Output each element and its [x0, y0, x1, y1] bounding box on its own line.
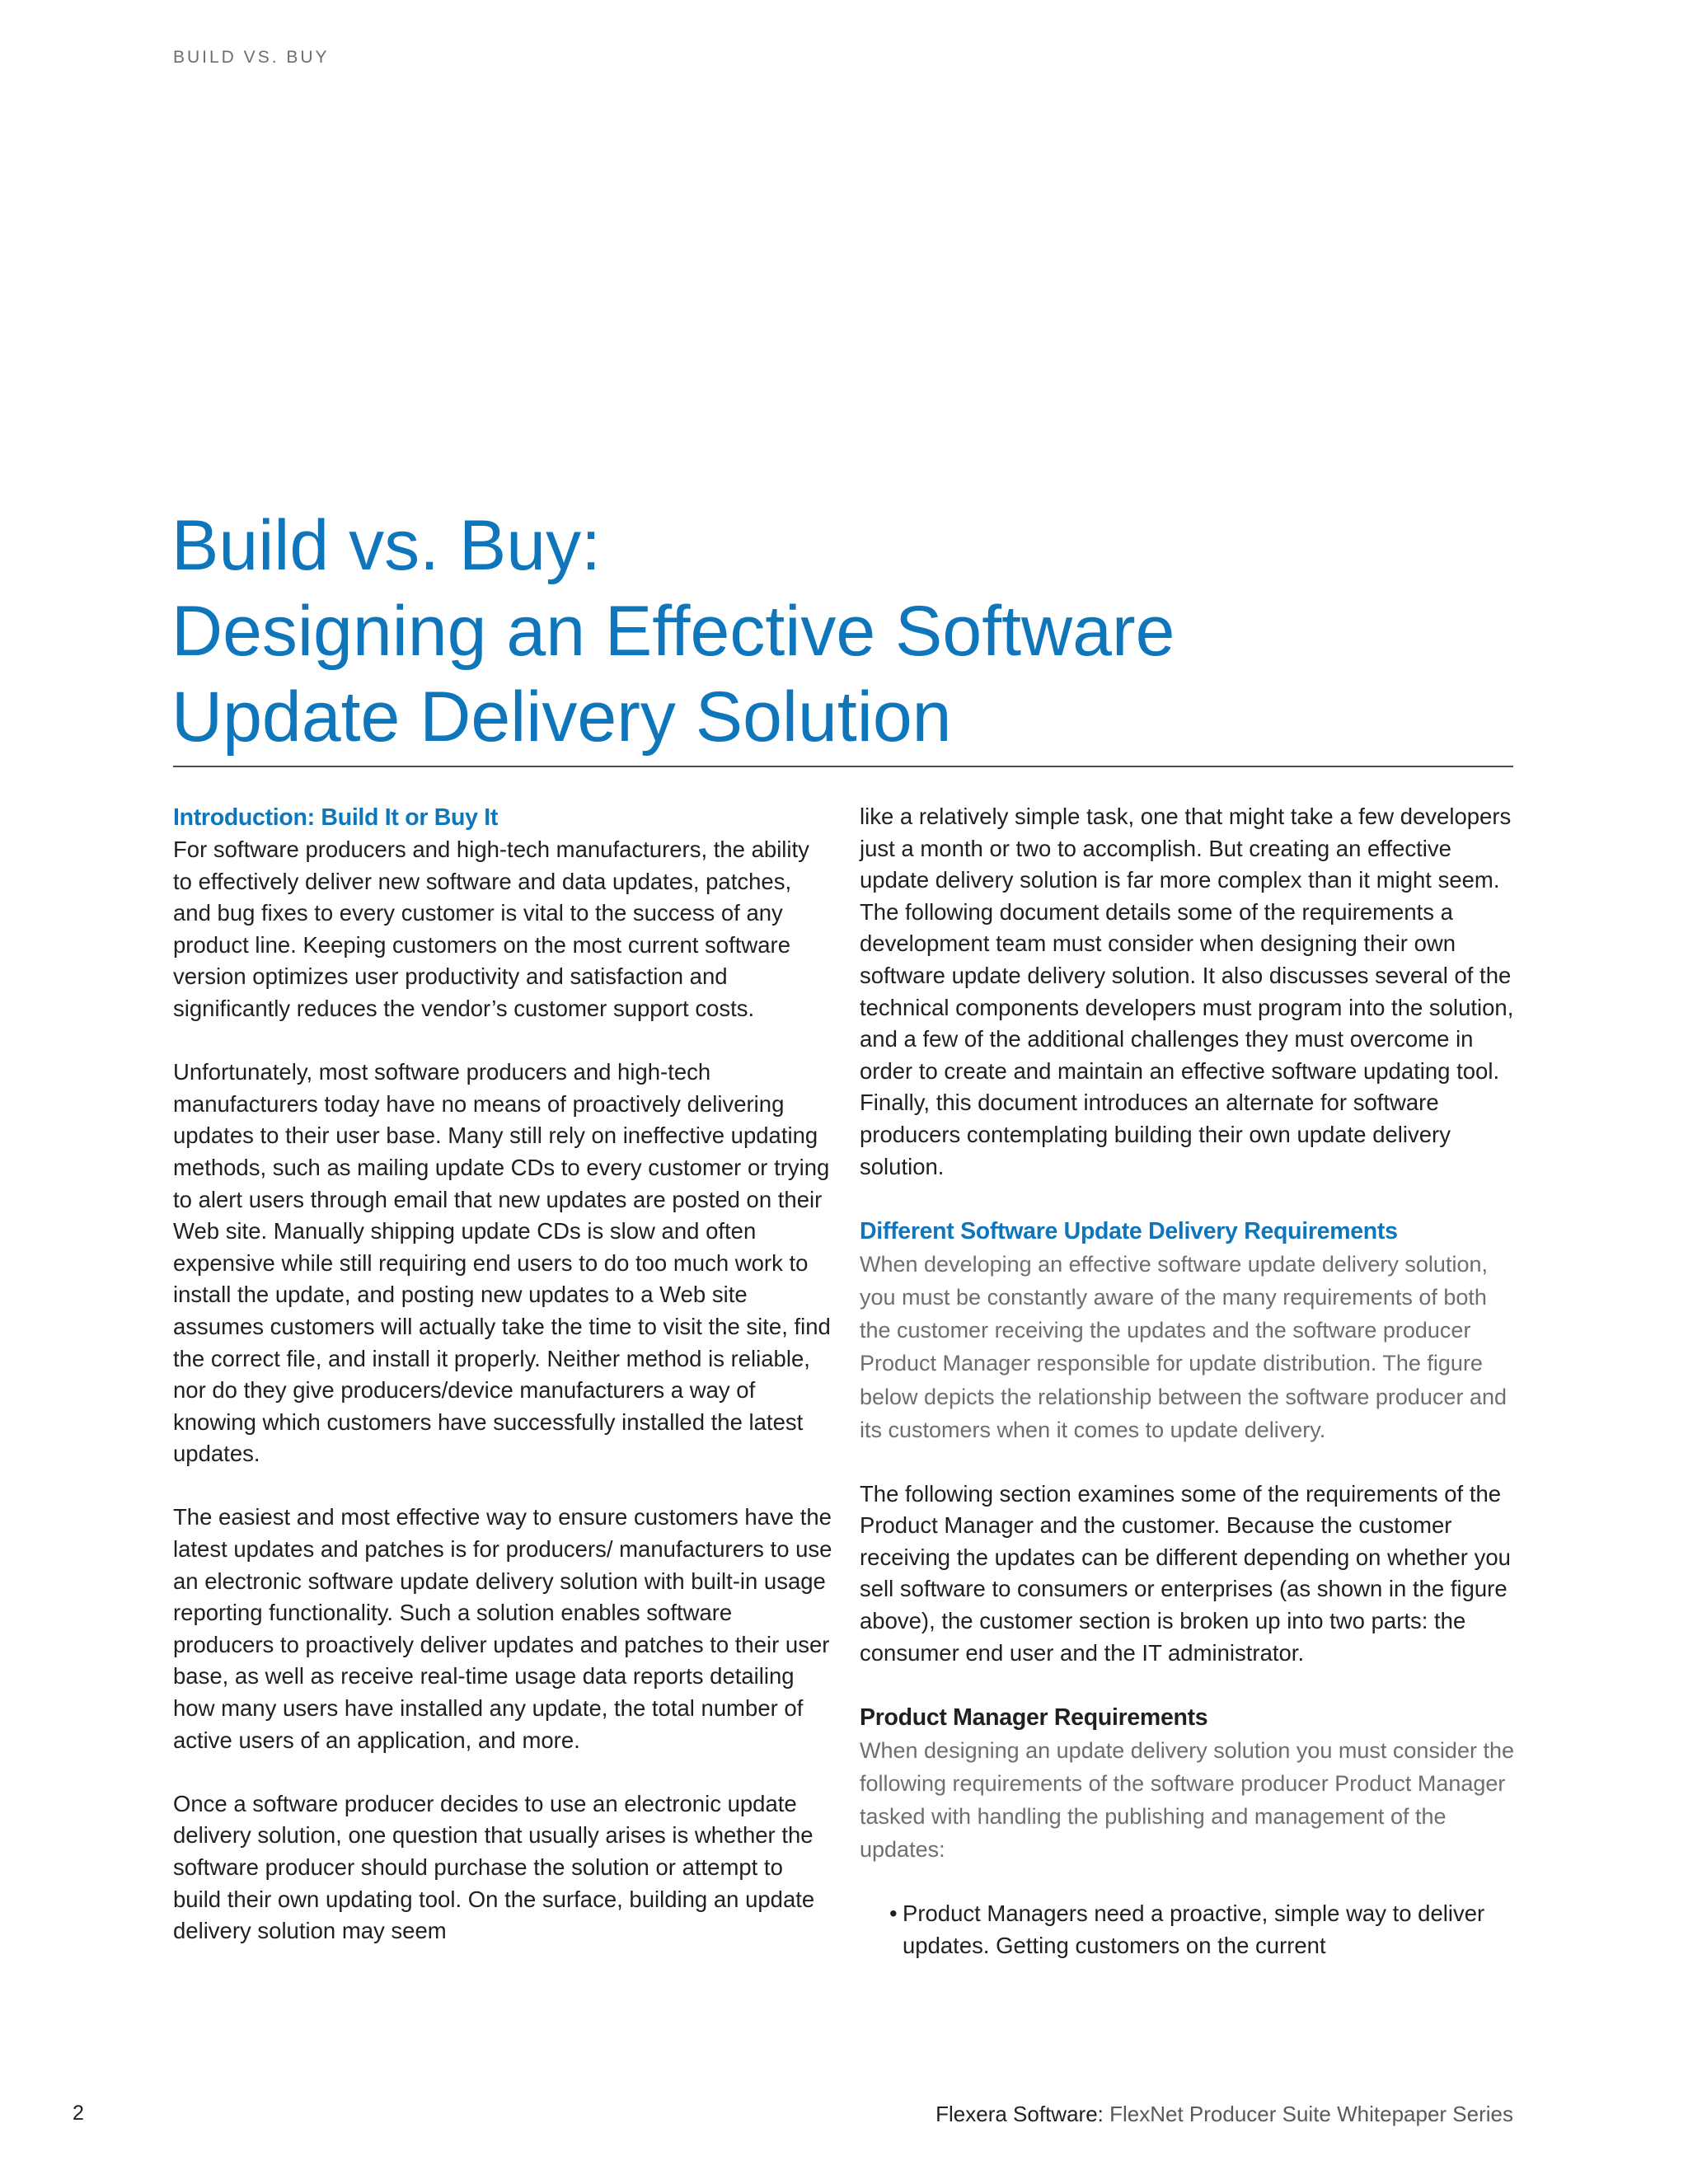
pm-requirements-list — [860, 1898, 1519, 1961]
intro-paragraph-3: The easiest and most effective way to ensure customers have the latest updates and patches is for producers/ manufacturers to use an electronic software update delivery solution with built-in usage reporting functionality. Such a solution enables software producers to proactively deliver updates and patches to their user base, as well as receive real-time usage data reports detailing how many users have installed any update, the total number of active users of an application, and more. — [173, 1504, 832, 1753]
footer-brand: Flexera Software: — [935, 2102, 1104, 2126]
page-footer — [935, 2102, 1513, 2127]
right-column — [860, 801, 1519, 1961]
list-item — [889, 1898, 1519, 1961]
requirements-paragraph: When developing an effective software update delivery solution, you must be constantly aware of the many requirements of both the customer receiving the updates and the software producer Product Manager responsible for update distribution. The figure below depicts the relationship between the software producer and its customers when it comes to update delivery. — [860, 1251, 1507, 1442]
title-line-3: Update Delivery Solution — [171, 677, 952, 757]
intro-paragraph-4: Once a software producer decides to use an electronic update delivery solution, one question that usually arises is whether the software producer should purchase the solution or attempt to build their own updating tool. On the surface, building an update delivery solution may seem — [173, 1790, 815, 1944]
page-title — [171, 503, 1523, 760]
intro-paragraph-1: For software producers and high-tech manufacturers, the ability to effectively deliver new software and data updates, patches, and bug fixes to every customer is vital to the success of any product line. Keeping customers on the most current software version optimizes user productivity and satisfaction and significantly reduces the vendor’s customer support costs. — [173, 837, 809, 1021]
intro-heading: Introduction: Build It or Buy It — [173, 804, 499, 831]
left-column — [173, 801, 832, 1979]
following-section-paragraph: The following section examines some of the requirements of the Product Manager and the customer. Because the customer receiving the updates can be different depending on whether you sell software to consumers or enterprises (as shown in the figure above), the customer section is broken up into two parts: the consumer end user and the IT administrator. — [860, 1480, 1511, 1666]
page-number: 2 — [73, 2102, 84, 2125]
intro-paragraph-2: Unfortunately, most software producers and high-tech manufacturers today have no means of proactively delivering updates to their user base. Many still rely on ineffective updating methods, such as mailing update CDs to every customer or trying to alert users through email that new updates are posted on their Web site. Manually shipping update CDs is slow and often expensive while still requiring end users to do too much work to install the update, and posting new updates to a Web site assumes customers will actually take the time to visit the site, find the correct file, and install it properly. Neither method is reliable, nor do they give producers/device manufacturers a way of knowing which customers have successfully installed the latest updates. — [173, 1059, 831, 1467]
title-divider — [173, 766, 1513, 767]
list-item-text: Product Managers need a proactive, simple way to deliver updates. Getting customers on the current — [903, 1900, 1485, 1958]
continuation-paragraph: like a relatively simple task, one that might take a few developers just a month or two to accomplish. But creating an effective update delivery solution is far more complex than it might seem. The following document details some of the requirements a development team must consider when designing their own software update delivery solution. It also discusses several of the technical components developers must program into the solution, and a few of the additional challenges they must overcome in order to create and maintain an effective software updating tool. Finally, this document introduces an alternate for software producers contemplating building their own update delivery solution. — [860, 804, 1514, 1179]
bullet-icon: • — [889, 1900, 898, 1927]
pm-requirements-heading: Product Manager Requirements — [860, 1704, 1208, 1731]
pm-requirements-paragraph: When designing an update delivery solution you must consider the following requirements of the software producer Product Manager tasked with handling the publishing and management of the updates: — [860, 1737, 1514, 1863]
title-line-1: Build vs. Buy: — [171, 506, 601, 585]
footer-series: FlexNet Producer Suite Whitepaper Series — [1109, 2102, 1513, 2126]
title-line-2: Designing an Effective Software — [171, 592, 1175, 671]
requirements-heading: Different Software Update Delivery Requirements — [860, 1217, 1398, 1244]
running-header: BUILD VS. BUY — [173, 48, 330, 67]
